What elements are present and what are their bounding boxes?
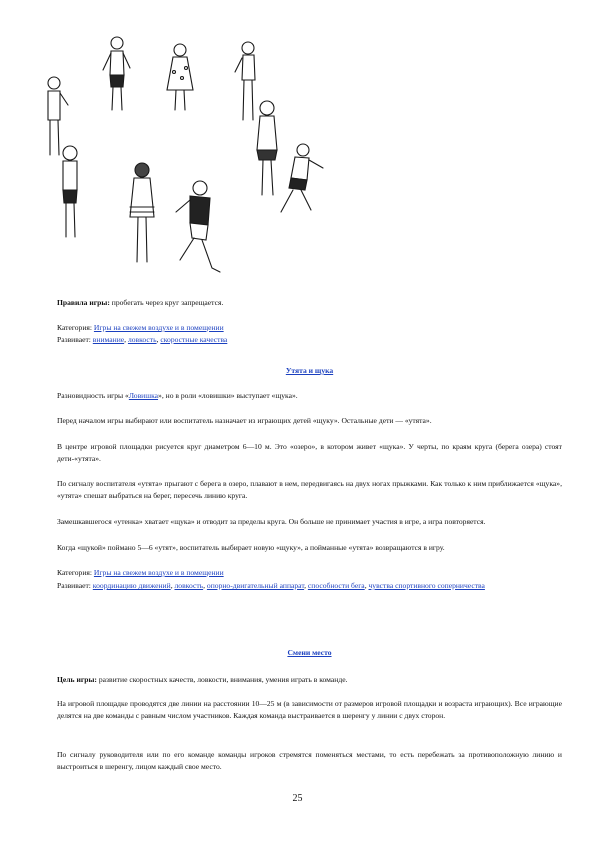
child-figure [257,101,277,195]
develops-line: Развивает: внимание, ловкость, скоростные качества [57,335,228,344]
develops-link[interactable]: координацию движений [92,581,171,590]
paragraph: На игровой площадке проводятся две линии на расстоянии 10—25 м (в зависимости от размеров игровой площадки и возраста играющих). Все играющие делятся на две команды с равным числом участников. Каждая команда выстраивается в шеренгу у линии с двух сторон. [57,699,562,720]
develops-link[interactable]: способности бега [307,581,365,590]
paragraph: В центре игровой площадки рисуется круг диаметром 6—10 м. Это «озеро», в котором живет «щука». У черты, по краям круга (берега озера) стоят дети-«утята». [57,442,562,463]
paragraph: По сигналу воспитателя «утята» прыгают с берега в озеро, плавают в нем, передвигаясь на двух ногах прыжками. Как только к ним приближается «щука», «утята» спешат выбраться на берег, пересечь линию круга. [57,479,562,500]
goal-line [57,674,562,686]
develops-label: Развивает: [57,581,93,590]
develops-link[interactable]: ловкость [127,335,157,344]
game-link[interactable]: Ловишка [128,391,159,400]
child-figure [63,146,77,237]
develops-link[interactable]: внимание [92,335,125,344]
category-line [57,567,562,579]
game-title [57,365,562,377]
develops-link[interactable]: скоростные качества [160,335,228,344]
child-figure [48,77,68,155]
child-figure [176,181,220,272]
text: Разновидность игры « [57,391,129,400]
child-figure [130,163,154,262]
paragraph [57,390,562,402]
goal-label: Цель игры: [57,675,97,684]
category-link[interactable]: Игры на свежем воздухе и в помещении [93,323,224,332]
paragraph: Замешкавшегося «утенка» хватает «щука» и отводит за пределы круга. Он больше не принимает участия в игре, а игра повторяется. [57,517,486,526]
child-figure [103,37,130,110]
page-number: 25 [292,793,303,804]
develops-line: Развивает: координацию движений, ловкость, опорно-двигательный аппарат, способности бега, чувства спортивного соперничества [57,581,485,590]
game-title-link[interactable]: Смени место [287,648,332,657]
child-figure [235,42,255,120]
develops-link[interactable]: ловкость [174,581,204,590]
paragraph: Перед началом игры выбирают или воспитатель назначает из играющих детей «щуку». Остальные дети — «утята». [57,416,432,425]
children-circle-illustration [20,30,340,280]
develops-link[interactable]: опорно-двигательный аппарат [206,581,305,590]
text: », но в роли «ловишки» выступает «щука». [158,391,298,400]
rules-line [57,297,562,309]
develops-link[interactable]: чувства спортивного соперничества [368,581,485,590]
rules-text: пробегать через круг запрещается. [109,298,224,307]
category-link[interactable]: Игры на свежем воздухе и в помещении [93,568,224,577]
category-line [57,322,562,334]
game-title-link[interactable]: Утята и щука [285,366,334,375]
paragraph: Когда «щукой» поймано 5—6 «утят», воспитатель выбирает новую «щуку», а пойманные «утята» возвращаются в игру. [57,543,445,552]
paragraph: По сигналу руководителя или по его команде команды игроков стремятся поменяться местами, то есть перебежать за противоположную линию и выстроиться в шеренгу, лицом каждый свое место. [57,750,562,771]
game-title [57,647,562,659]
develops-label: Развивает: [57,335,93,344]
child-figure [281,144,323,212]
rules-label: Правила игры: [57,298,110,307]
goal-text: развитие скоростных качеств, ловкости, внимания, умения играть в команде. [96,675,348,684]
child-figure [167,44,193,110]
category-label: Категория: [57,323,94,332]
category-label: Категория: [57,568,94,577]
